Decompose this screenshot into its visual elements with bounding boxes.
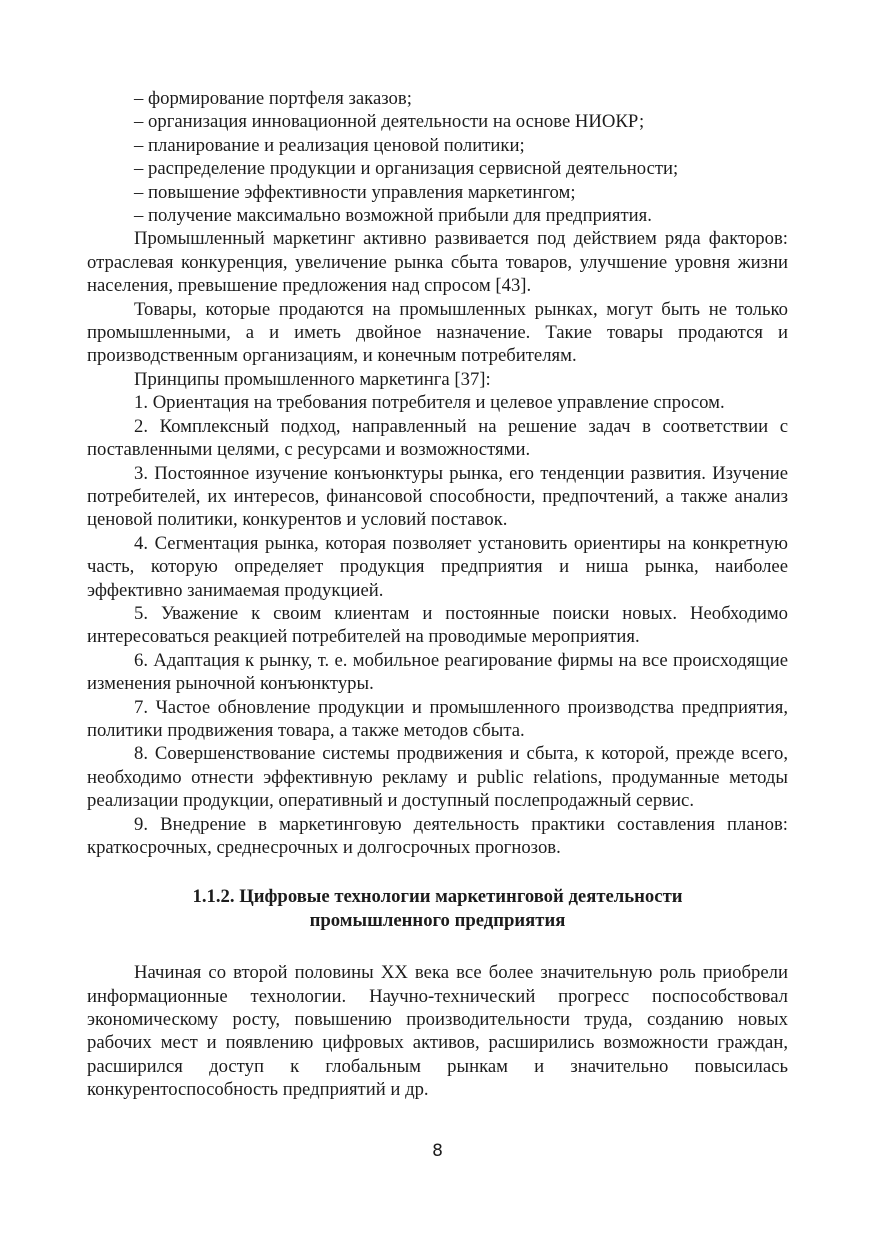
- list-item: – получение максимально возможной прибыли для предприятия.: [134, 205, 652, 227]
- paragraph-goods: Товары, которые продаются на промышленных рынках, могут быть не только промышленными, а и иметь двойное назначение. Такие товары продаются и производственным организациям, и конечным потребителям.: [87, 298, 788, 367]
- principle-item: 5. Уважение к своим клиентам и постоянные поиски новых. Необходимо интересоваться реакцией потребителей на проводимые мероприятия.: [87, 602, 788, 648]
- list-item: – формирование портфеля заказов;: [134, 88, 412, 109]
- principle-item: 6. Адаптация к рынку, т. е. мобильное реагирование фирмы на все происходящие изменения рыночной конъюнктуры.: [87, 649, 788, 695]
- section-heading-line: 1.1.2. Цифровые технологии маркетинговой деятельности: [192, 886, 683, 908]
- principle-item: 3. Постоянное изучение конъюнктуры рынка, его тенденции развития. Изучение потребителей, их интересов, финансовой способности, предпочтений, а также анализ ценовой политики, конкурентов и условий поставок.: [87, 462, 788, 531]
- list-item: – организация инновационной деятельности на основе НИОКР;: [134, 111, 645, 133]
- section-heading: [87, 885, 788, 932]
- paragraph-industrial-marketing: Промышленный маркетинг активно развивается под действием ряда факторов: отраслевая конкуренция, увеличение рынка сбыта товаров, улучшение уровня жизни населения, превышение предложения над спросом [43].: [87, 228, 788, 297]
- principle-item: 7. Частое обновление продукции и промышленного производства предприятия, политики продвижения товара, а также методов сбыта.: [87, 696, 788, 741]
- paragraph-principles-intro: Принципы промышленного маркетинга [37]:: [134, 368, 491, 390]
- principle-item: 1. Ориентация на требования потребителя и целевое управление спросом.: [134, 392, 725, 414]
- section-paragraph: Начиная со второй половины XX века все более значительную роль приобрели информационные технологии. Научно-технический прогресс поспособствовал экономическому росту, повышению производительности труда, созданию новых рабочих мест и появлению цифровых активов, расширились возможности граждан, расширился доступ к глобальным рынкам и значительно повысилась конкурентоспособность предприятий и др.: [87, 962, 788, 1101]
- document-page: [87, 87, 788, 1102]
- list-item: – распределение продукции и организация сервисной деятельности;: [134, 158, 679, 180]
- list-item: – планирование и реализация ценовой политики;: [134, 134, 525, 156]
- section-heading-line: промышленного предприятия: [309, 909, 566, 931]
- page-number: 8: [432, 1141, 443, 1161]
- list-item: – повышение эффективности управления маркетингом;: [134, 181, 576, 203]
- principle-item: 8. Совершенствование системы продвижения и сбыта, к которой, прежде всего, необходимо отнести эффективную рекламу и public relations, продуманные методы реализации продукции, оперативный и доступный послепродажный сервис.: [87, 743, 788, 812]
- principle-item: 2. Комплексный подход, направленный на решение задач в соответствии с поставленными целями, с ресурсами и возможностями.: [87, 415, 788, 461]
- principle-item: 9. Внедрение в маркетинговую деятельность практики составления планов: краткосрочных, среднесрочных и долгосрочных прогнозов.: [87, 813, 788, 858]
- principle-item: 4. Сегментация рынка, которая позволяет установить ориентиры на конкретную часть, которую определяет продукция предприятия и ниша рынка, наиболее эффективно занимаемая продукцией.: [87, 532, 788, 601]
